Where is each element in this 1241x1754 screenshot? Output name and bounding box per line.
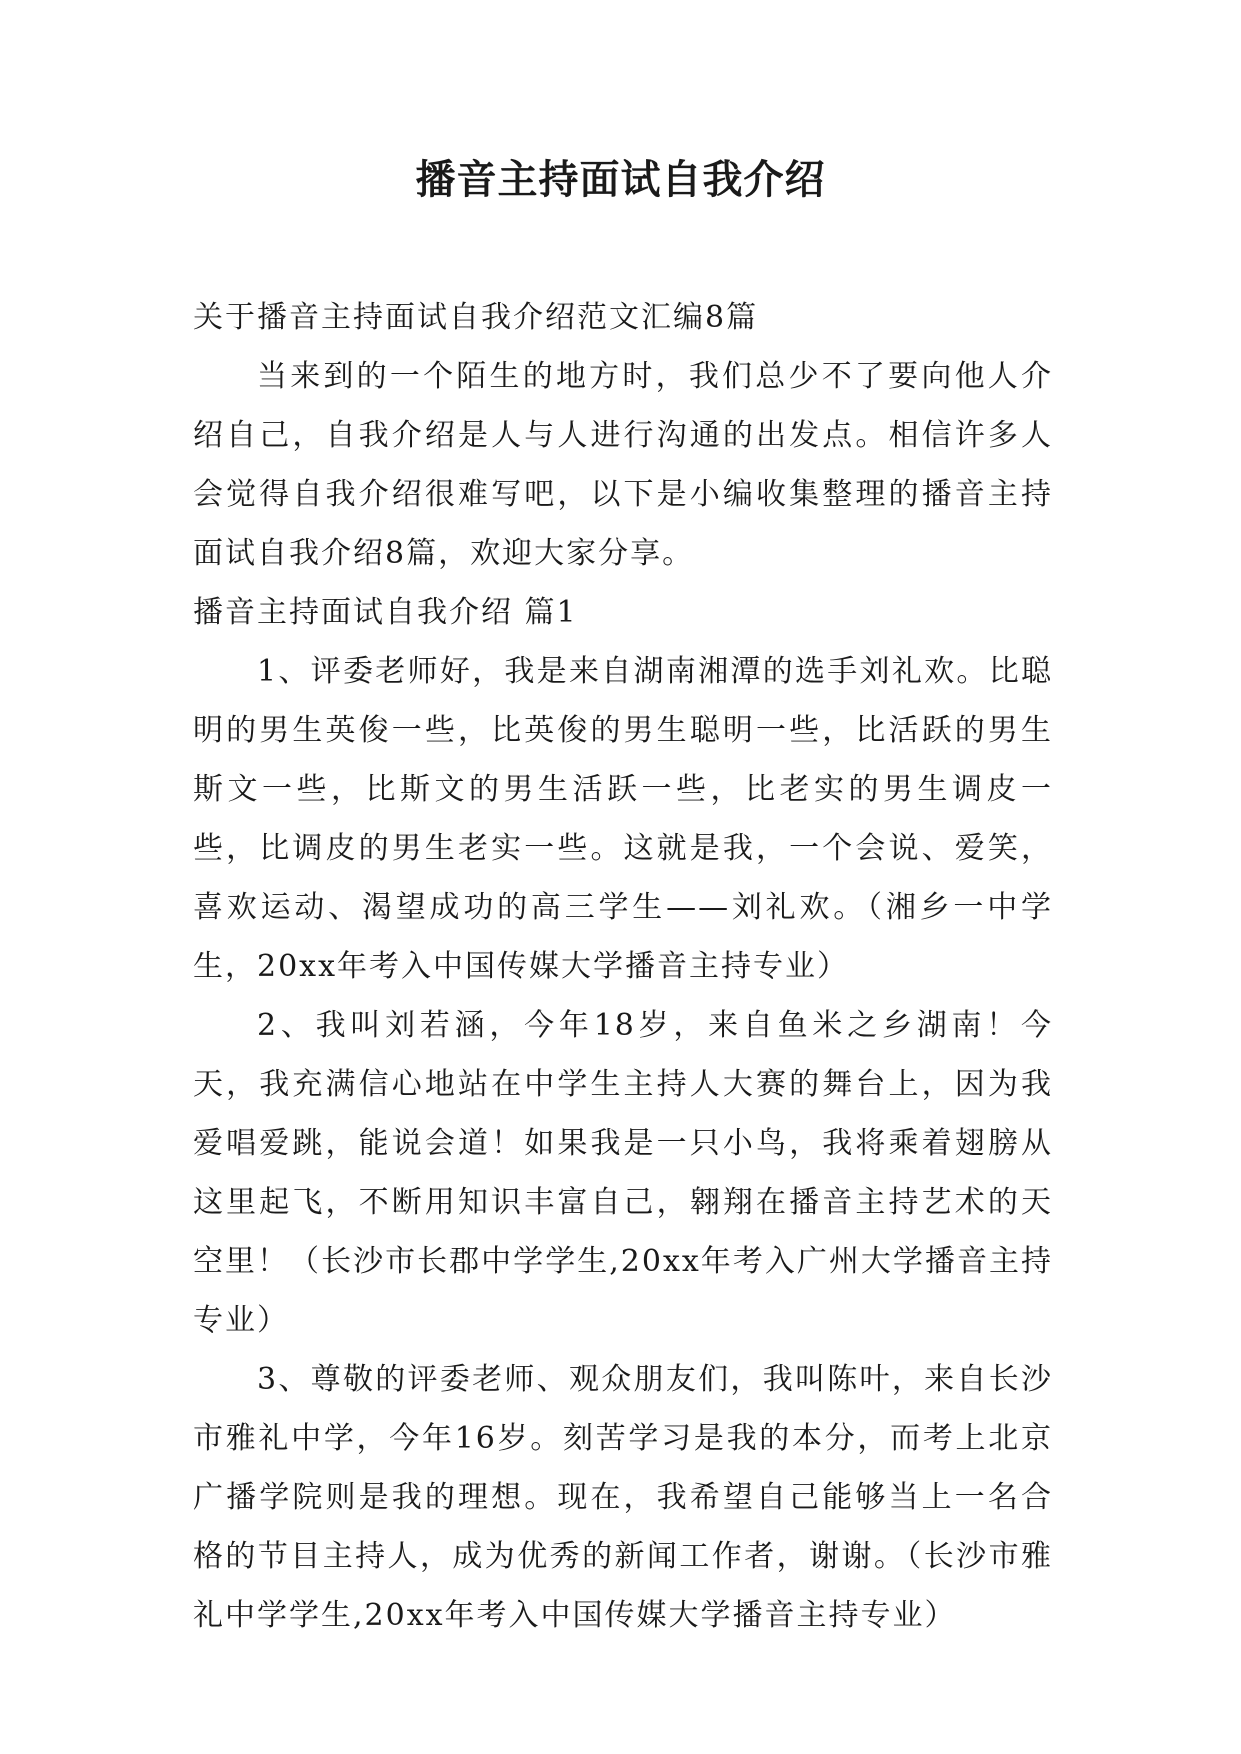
- document-title: 播音主持面试自我介绍: [415, 156, 826, 203]
- document-body: [193, 288, 1053, 1645]
- intro-paragraph: 当来到的一个陌生的地方时，我们总少不了要向他人介绍自己，自我介绍是人与人进行沟通的出发点。相信许多人会觉得自我介绍很难写吧，以下是小编收集整理的播音主持面试自我介绍8篇，欢迎大家分享。: [193, 359, 1053, 571]
- body-paragraph: 2、我叫刘若涵，今年18岁，来自鱼米之乡湖南！今天，我充满信心地站在中学生主持人大赛的舞台上，因为我爱唱爱跳，能说会道！如果我是一只小鸟，我将乘着翅膀从这里起飞，不断用知识丰富自己，翱翔在播音主持艺术的天空里！（长沙市长郡中学学生,20xx年考入广州大学播音主持专业）: [193, 1008, 1053, 1338]
- section-heading: 播音主持面试自我介绍 篇1: [193, 595, 578, 630]
- document-subtitle: 关于播音主持面试自我介绍范文汇编8篇: [193, 300, 759, 335]
- body-paragraph: 3、尊敬的评委老师、观众朋友们，我叫陈叶，来自长沙市雅礼中学，今年16岁。刻苦学习是我的本分，而考上北京广播学院则是我的理想。现在，我希望自己能够当上一名合格的节目主持人，成为优秀的新闻工作者，谢谢。（长沙市雅礼中学学生,20xx年考入中国传媒大学播音主持专业）: [193, 1362, 1053, 1633]
- body-paragraph: 1、评委老师好，我是来自湖南湘潭的选手刘礼欢。比聪明的男生英俊一些，比英俊的男生聪明一些，比活跃的男生斯文一些，比斯文的男生活跃一些，比老实的男生调皮一些，比调皮的男生老实一些。这就是我，一个会说、爱笑，喜欢运动、渴望成功的高三学生——刘礼欢。（湘乡一中学生，20xx年考入中国传媒大学播音主持专业）: [193, 654, 1053, 984]
